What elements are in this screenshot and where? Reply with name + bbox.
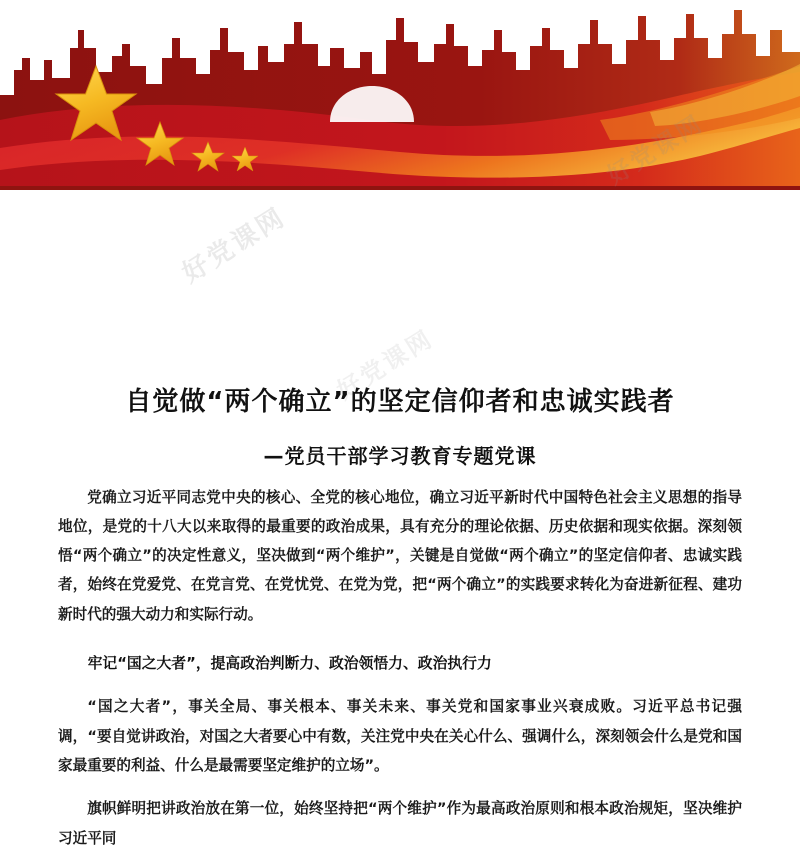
page-subtitle: —党员干部学习教育专题党课 [263,443,537,468]
section-heading: 牢记“国之大者”，提高政治判断力、政治领悟力、政治执行力 [87,654,492,672]
page-banner [0,0,800,190]
banner-graphic [0,0,800,190]
page-title: 自觉做“两个确立”的坚定信仰者和忠诚实践者 [125,387,675,417]
paragraph: 党确立习近平同志党中央的核心、全党的核心地位，确立习近平新时代中国特色社会主义思想的指导地位，是党的十八大以来取得的最重要的政治成果，具有充分的理论依据、历史依据和现实依据。深刻领悟“两个确立”的决定性意义，坚决做到“两个维护”，关键是自觉做“两个确立”的坚定信仰者、忠诚实践者，始终在党爱党、在党言党、在党忧党、在党为党，把“两个确立”的实践要求转化为奋进新征程、建功新时代的强大动力和实际行动。 [58,488,742,623]
watermark-text: 好党课网 [332,324,439,406]
paragraph: “国之大者”，事关全局、事关根本、事关未来、事关党和国家事业兴衰成败。习近平总书记强调，“要自觉讲政治，对国之大者要心中有数，关注党中央在关心什么、强调什么，深刻领会什么是党和国家最重要的利益、什么是最需要坚定维护的立场”。 [58,698,742,774]
document-body [0,190,800,847]
watermark-text: 好党课网 [177,202,292,290]
paragraph: 旗帜鲜明把讲政治放在第一位，始终坚持把“两个维护”作为最高政治原则和根本政治规矩，坚决维护习近平同 [58,800,742,847]
